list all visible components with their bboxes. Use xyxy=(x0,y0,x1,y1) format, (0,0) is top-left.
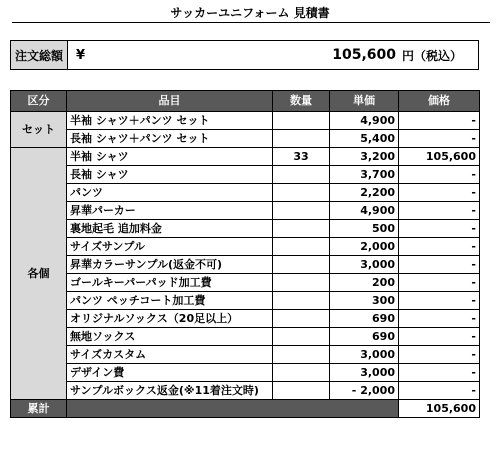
unit-price-cell: 500 xyxy=(330,220,399,238)
table-row xyxy=(11,310,480,328)
price-cell: - xyxy=(399,346,480,364)
unit-price-cell: 690 xyxy=(330,328,399,346)
quantity-cell xyxy=(273,382,330,400)
quantity-cell xyxy=(273,130,330,148)
table-row xyxy=(11,382,480,400)
quantity-cell xyxy=(273,292,330,310)
table-row xyxy=(11,148,480,166)
item-name: 長袖 シャツ xyxy=(67,166,273,184)
unit-price-cell: 3,000 xyxy=(330,256,399,274)
quantity-cell: 33 xyxy=(273,148,330,166)
category-individual: 各個 xyxy=(11,148,67,400)
price-cell: - xyxy=(399,130,480,148)
price-cell: - xyxy=(399,364,480,382)
item-name: 無地ソックス xyxy=(67,328,273,346)
quantity-cell xyxy=(273,238,330,256)
unit-price-cell: 3,700 xyxy=(330,166,399,184)
table-row xyxy=(11,346,480,364)
quantity-cell xyxy=(273,256,330,274)
quantity-cell xyxy=(273,364,330,382)
table-row xyxy=(11,166,480,184)
header-unit-price: 単価 xyxy=(330,91,399,112)
category-set: セット xyxy=(11,112,67,148)
price-cell: - xyxy=(399,328,480,346)
unit-price-cell: 4,900 xyxy=(330,202,399,220)
item-name: 長袖 シャツ＋パンツ セット xyxy=(67,130,273,148)
price-cell: - xyxy=(399,292,480,310)
table-row xyxy=(11,112,480,130)
quantity-cell xyxy=(273,202,330,220)
item-name: 昇華カラーサンプル(返金不可) xyxy=(67,256,273,274)
header-item: 品目 xyxy=(67,91,273,112)
price-cell: - xyxy=(399,238,480,256)
estimate-table xyxy=(10,90,480,418)
order-total-label: 注文総額 xyxy=(11,41,68,69)
table-row xyxy=(11,256,480,274)
unit-price-cell: 690 xyxy=(330,310,399,328)
unit-price-cell: 3,000 xyxy=(330,346,399,364)
unit-price-cell: 2,000 xyxy=(330,238,399,256)
price-cell: - xyxy=(399,310,480,328)
table-row xyxy=(11,202,480,220)
price-cell: - xyxy=(399,220,480,238)
total-row-spacer xyxy=(67,400,399,418)
price-cell: - xyxy=(399,112,480,130)
item-name: サンプルボックス返金(※11着注文時) xyxy=(67,382,273,400)
item-name: 昇華パーカー xyxy=(67,202,273,220)
price-cell: 105,600 xyxy=(399,148,480,166)
header-category: 区分 xyxy=(11,91,67,112)
item-name: ゴールキーパーパッド加工費 xyxy=(67,274,273,292)
total-row xyxy=(11,400,480,418)
table-row xyxy=(11,130,480,148)
unit-price-cell: 3,200 xyxy=(330,148,399,166)
header-quantity: 数量 xyxy=(273,91,330,112)
header-price: 価格 xyxy=(399,91,480,112)
quantity-cell xyxy=(273,112,330,130)
item-name: 半袖 シャツ xyxy=(67,148,273,166)
price-cell: - xyxy=(399,202,480,220)
unit-price-cell: 5,400 xyxy=(330,130,399,148)
table-row xyxy=(11,364,480,382)
price-cell: - xyxy=(399,166,480,184)
table-row xyxy=(11,328,480,346)
table-row xyxy=(11,274,480,292)
table-row xyxy=(11,292,480,310)
price-cell: - xyxy=(399,274,480,292)
unit-price-cell: 200 xyxy=(330,274,399,292)
unit-price-cell: 300 xyxy=(330,292,399,310)
table-row xyxy=(11,238,480,256)
table-header-row xyxy=(11,91,480,112)
price-cell: - xyxy=(399,382,480,400)
document-title: サッカーユニフォーム 見積書 xyxy=(170,6,330,20)
unit-price-cell: 2,200 xyxy=(330,184,399,202)
quantity-cell xyxy=(273,274,330,292)
table-row xyxy=(11,220,480,238)
unit-price-cell: - 2,000 xyxy=(330,382,399,400)
price-cell: - xyxy=(399,184,480,202)
title-underline xyxy=(12,22,490,23)
currency-symbol: ¥ xyxy=(76,47,86,63)
quantity-cell xyxy=(273,310,330,328)
item-name: パンツ ペッチコート加工費 xyxy=(67,292,273,310)
item-name: サイズサンプル xyxy=(67,238,273,256)
quantity-cell xyxy=(273,184,330,202)
order-total-unit: 円（税込） xyxy=(401,48,462,63)
total-amount: 105,600 xyxy=(399,400,480,418)
order-total-amount: 105,600 xyxy=(332,47,396,63)
item-name: 半袖 シャツ＋パンツ セット xyxy=(67,112,273,130)
order-total-box xyxy=(10,40,479,70)
item-name: 裏地起毛 追加料金 xyxy=(67,220,273,238)
table-row xyxy=(11,184,480,202)
item-name: サイズカスタム xyxy=(67,346,273,364)
item-name: パンツ xyxy=(67,184,273,202)
price-cell: - xyxy=(399,256,480,274)
quantity-cell xyxy=(273,328,330,346)
item-name: デザイン費 xyxy=(67,364,273,382)
quantity-cell xyxy=(273,220,330,238)
item-name: オリジナルソックス（20足以上） xyxy=(67,310,273,328)
unit-price-cell: 3,000 xyxy=(330,364,399,382)
quantity-cell xyxy=(273,346,330,364)
unit-price-cell: 4,900 xyxy=(330,112,399,130)
quantity-cell xyxy=(273,166,330,184)
total-label: 累計 xyxy=(11,400,67,418)
